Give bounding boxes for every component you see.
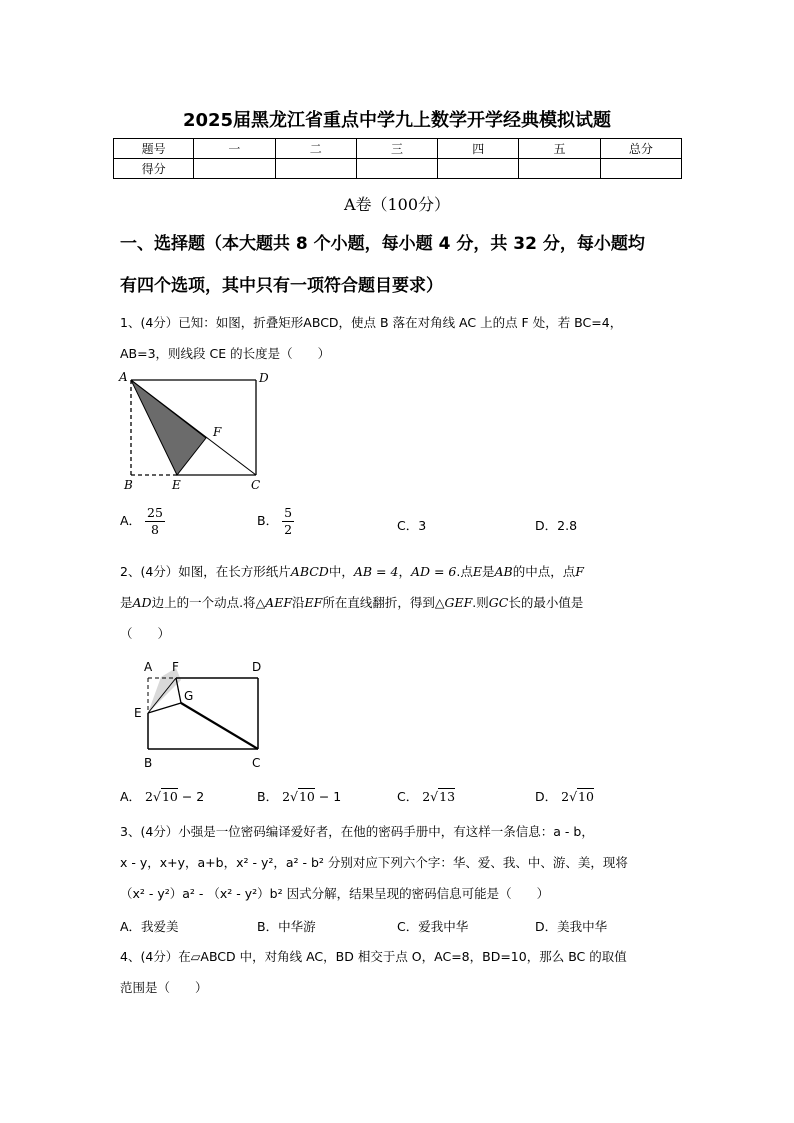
- label-e: E: [134, 706, 142, 720]
- question-1-text: [120, 307, 680, 369]
- q2-option-b[interactable]: [257, 787, 341, 805]
- section-1-heading: [120, 223, 690, 307]
- diagonal-ac: [131, 380, 256, 475]
- math-run: AD: [132, 595, 152, 610]
- math-run: F: [575, 564, 584, 579]
- q1-option-c[interactable]: [397, 516, 426, 534]
- math-run: △GEF: [434, 595, 473, 610]
- table-cell: 二: [275, 139, 356, 159]
- text-run: ，: [398, 564, 411, 579]
- question-2-figure: [128, 655, 278, 775]
- label-g: G: [184, 689, 194, 703]
- question-2-line-2: [120, 587, 680, 618]
- question-3-text: [120, 816, 680, 909]
- question-1-line-2: AB=3，则线段 CE 的长度是（ ）: [120, 346, 331, 361]
- math-run: E: [472, 564, 482, 579]
- option-label: D．: [535, 518, 558, 533]
- text-run: 是: [120, 595, 133, 610]
- question-3-line-3: （x² - y²）a² - （x² - y²）b² 因式分解，结果呈现的密码信息可能是（ ）: [120, 886, 550, 901]
- table-cell: 五: [519, 139, 600, 159]
- text-run: 2、(4分）如图，在长方形纸片: [120, 564, 291, 579]
- label-f: F: [172, 660, 179, 674]
- text-run: 中，: [328, 564, 354, 579]
- math-run: △AEF: [255, 595, 293, 610]
- radical-sign: √: [430, 789, 439, 804]
- question-4-line-1: 4、(4分）在▱ABCD 中，对角线 AC，BD 相交于点 O，AC=8，BD=10，那么 BC 的取值: [120, 949, 627, 964]
- question-1-figure: [115, 368, 275, 496]
- option-label: C．: [397, 518, 419, 533]
- option-label: B．: [257, 513, 279, 528]
- table-cell: 一: [194, 139, 275, 159]
- label-f: F: [213, 425, 222, 439]
- math-run: ABCD: [290, 564, 329, 579]
- fraction-numerator: 25: [147, 505, 163, 520]
- segment-gc: [181, 703, 258, 749]
- table-cell: 三: [356, 139, 437, 159]
- question-3-line-1: 3、(4分）小强是一位密码编译爱好者，在他的密码手册中，有这样一条信息：a - b，: [120, 824, 594, 839]
- option-label: A．: [120, 789, 142, 804]
- option-label: C．: [397, 789, 419, 804]
- label-e: E: [172, 478, 181, 492]
- page-title: 2025届黑龙江省重点中学九上数学开学经典模拟试题: [182, 110, 612, 131]
- text-run: 是: [482, 564, 495, 579]
- question-2-line-1: [120, 556, 680, 587]
- q1-option-b[interactable]: [257, 505, 294, 538]
- q2-option-a[interactable]: [120, 787, 204, 805]
- q1-option-d[interactable]: [535, 516, 577, 534]
- score-input-cell[interactable]: [600, 159, 681, 179]
- q3-option-a[interactable]: A．我爱美: [120, 919, 179, 934]
- q2-option-c[interactable]: [397, 787, 455, 805]
- table-cell: 得分: [114, 159, 194, 179]
- score-table-header-row: [114, 139, 682, 159]
- option-tail: − 1: [314, 789, 342, 804]
- q3-option-d[interactable]: D．美我中华: [535, 919, 608, 934]
- fraction: [282, 505, 294, 538]
- label-a: A: [144, 660, 153, 674]
- score-table: [113, 138, 682, 179]
- fraction-denominator: 8: [151, 522, 159, 537]
- question-4-line-2: 范围是（ ）: [120, 980, 208, 995]
- question-2-line-3: （ ）: [120, 626, 171, 641]
- radicand: 10: [161, 789, 178, 804]
- label-a: A: [119, 370, 128, 384]
- label-b: B: [144, 756, 153, 770]
- radical-sign: √: [569, 789, 578, 804]
- option-value: 3: [418, 518, 427, 533]
- folded-triangle-shape: [131, 380, 206, 475]
- option-value: 2.8: [557, 518, 578, 533]
- text-run: 边上的一个动点.将: [151, 595, 256, 610]
- table-cell: 四: [438, 139, 519, 159]
- radical-coefficient: 2: [422, 789, 431, 804]
- option-tail: − 2: [177, 789, 205, 804]
- radical-sign: √: [290, 789, 298, 804]
- label-d: D: [252, 660, 262, 674]
- fraction-numerator: 5: [284, 505, 293, 520]
- table-cell: 题号: [114, 139, 194, 159]
- label-c: C: [251, 478, 261, 492]
- score-input-cell[interactable]: [438, 159, 519, 179]
- section-1-line-2: 有四个选项，其中只有一项符合题目要求）: [120, 276, 443, 296]
- question-1-line-1: 1、(4分）已知：如图，折叠矩形ABCD，使点 B 落在对角线 AC 上的点 F 处，若 BC=4，: [120, 315, 623, 330]
- score-input-cell[interactable]: [356, 159, 437, 179]
- radical-coefficient: 2: [145, 789, 153, 804]
- table-cell: 总分: [600, 139, 681, 159]
- q3-option-c[interactable]: C．爱我中华: [397, 919, 469, 934]
- label-d: D: [259, 371, 269, 385]
- score-input-cell[interactable]: [519, 159, 600, 179]
- math-run: AB = 4: [353, 564, 399, 579]
- question-3-line-2: x - y，x+y，a+b，x² - y²，a² - b² 分别对应下列六个字：华、爱、我、中、游、美，现将: [120, 855, 628, 870]
- question-4-text: [120, 941, 680, 1003]
- text-run: .则: [472, 595, 489, 610]
- radical-coefficient: 2: [561, 789, 570, 804]
- radical-coefficient: 2: [282, 789, 291, 804]
- option-label: D．: [535, 789, 558, 804]
- q2-option-d[interactable]: [535, 787, 594, 805]
- math-run: GC: [488, 595, 509, 610]
- radicand: 10: [578, 789, 594, 804]
- section-a-heading: A卷（100分）: [343, 195, 451, 214]
- score-input-cell[interactable]: [194, 159, 275, 179]
- text-run: 的中点，点: [512, 564, 576, 579]
- fraction-denominator: 2: [284, 522, 293, 537]
- fraction: [145, 505, 165, 538]
- label-c: C: [252, 756, 261, 770]
- score-table-score-row: [114, 159, 682, 179]
- q3-option-b[interactable]: B．中华游: [257, 919, 316, 934]
- math-run: EF: [304, 595, 323, 610]
- question-2-text: [120, 556, 680, 649]
- option-label: B．: [257, 789, 279, 804]
- score-input-cell[interactable]: [275, 159, 356, 179]
- section-1-line-1: 一、选择题（本大题共 8 个小题，每小题 4 分，共 32 分，每小题均: [120, 234, 645, 254]
- q1-option-a[interactable]: [120, 505, 165, 538]
- text-run: 长的最小值是: [508, 595, 584, 610]
- text-run: 所在直线翻折，得到: [322, 595, 435, 610]
- label-b: B: [124, 478, 133, 492]
- radicand: 10: [298, 789, 315, 804]
- math-run: AD = 6: [410, 564, 457, 579]
- math-run: AB: [494, 564, 513, 579]
- radical-sign: √: [153, 789, 161, 804]
- option-label: A．: [120, 513, 142, 528]
- radicand: 13: [439, 789, 456, 804]
- text-run: 沿: [292, 595, 305, 610]
- text-run: .点: [456, 564, 473, 579]
